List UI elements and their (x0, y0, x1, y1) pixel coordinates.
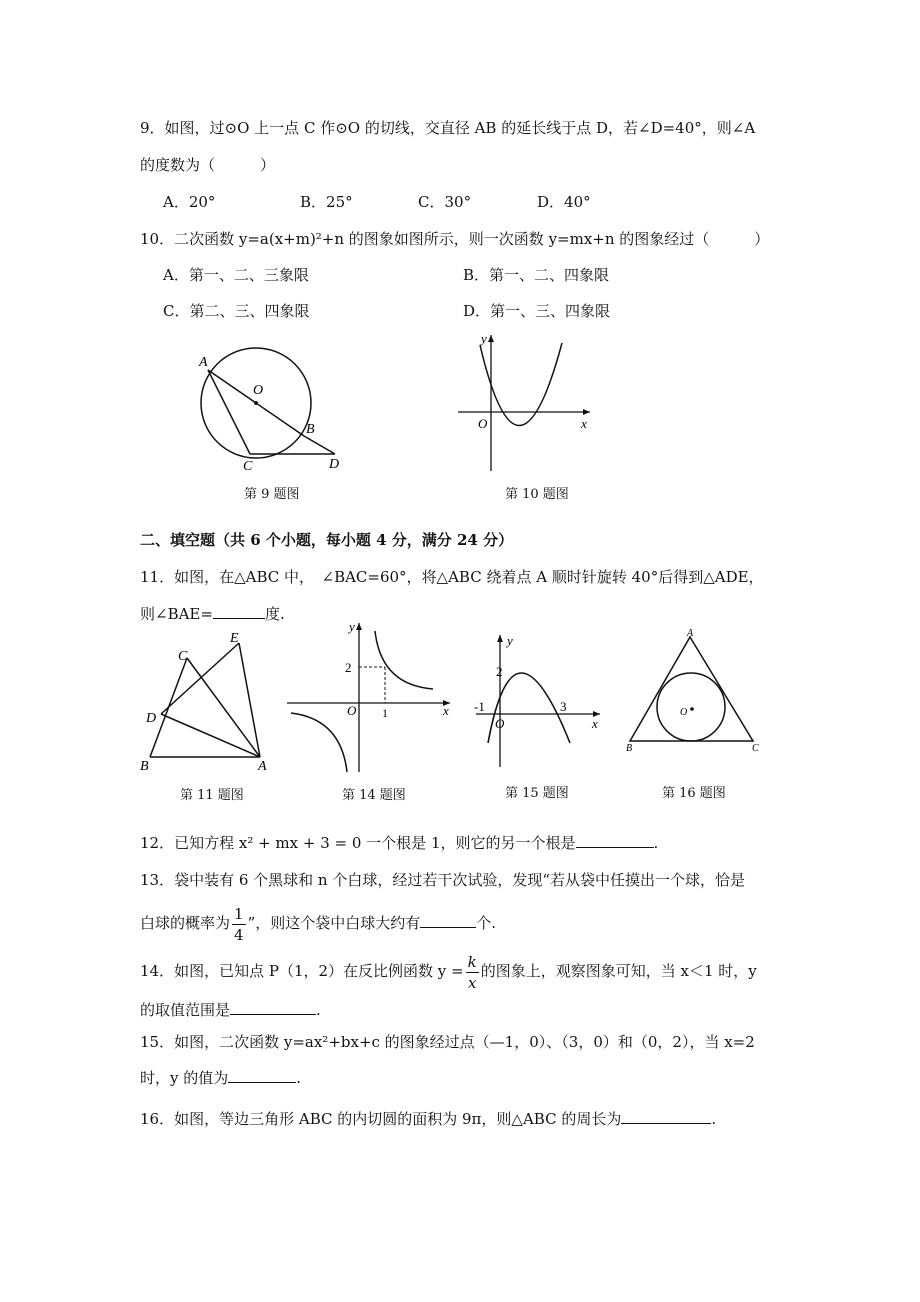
q11-line1: 11．如图，在△ABC 中， ∠BAC=60°，将△ABC 绕着点 A 顺时针旋转 40°后得到△ADE， (140, 568, 764, 586)
label-y: y (349, 619, 355, 634)
label-o: O (347, 703, 357, 718)
label-o: O (680, 707, 688, 718)
figure-9 (190, 340, 360, 475)
q9-line1: 9．如图，过⊙O 上一点 C 作⊙O 的切线，交直径 AB 的延长线于点 D，若∠D=40°，则∠A (140, 119, 756, 137)
label-d: D (329, 457, 340, 472)
label-d: D (146, 711, 157, 726)
label-x: x (592, 716, 598, 731)
extension-bd (304, 436, 335, 454)
figure-14 (285, 615, 455, 775)
q12: 12．已知方程 x² + mx + 3 = 0 一个根是 1，则它的另一个根是 . (140, 834, 659, 852)
q12-answer-blank[interactable] (576, 833, 654, 848)
section-2-title: 二、填空题（共 6 个小题，每小题 4 分，满分 24 分） (140, 531, 514, 549)
fig16-caption: 第 16 题图 (662, 786, 726, 801)
parabola (480, 343, 562, 426)
label-a: A (199, 355, 208, 370)
fraction-1-4: $\frac{1}{4}$ (234, 904, 244, 944)
incircle (657, 673, 725, 741)
label-x: x (443, 703, 449, 718)
q13-line1: 13．袋中装有 6 个黑球和 n 个白球，经过若干次试验，发现“若从袋中任摸出一个球，恰是 (140, 871, 746, 889)
q14-line1: 14．如图，已知点 P（1，2）在反比例函数 y = $\frac{k}{x}$ 的图象上，观察图象可知，当 x＜1 时，y (140, 952, 757, 992)
label-2: 2 (345, 660, 352, 675)
q9-option-d: D．40° (537, 193, 591, 211)
q10-option-d: D．第一、三、四象限 (463, 302, 611, 320)
figure-16 (620, 625, 770, 760)
figure-11 (132, 630, 277, 775)
q16: 16．如图，等边三角形 ABC 的内切圆的面积为 9π，则△ABC 的周长为 . (140, 1110, 717, 1128)
label-1: 1 (382, 706, 388, 720)
q16-answer-blank[interactable] (621, 1109, 711, 1124)
q13-answer-blank[interactable] (420, 913, 476, 928)
label-o: O (478, 416, 488, 431)
figure-10 (450, 325, 600, 475)
label-o: O (495, 716, 505, 731)
label-c: C (243, 459, 253, 474)
q10-option-b: B．第一、二、四象限 (463, 266, 610, 284)
q10-option-c: C．第二、三、四象限 (163, 302, 310, 320)
q9-line2: 的度数为（ ） (140, 156, 276, 174)
q14-line2: 的取值范围是 . (140, 1001, 321, 1019)
label-y: y (481, 331, 487, 346)
label-c: C (752, 743, 759, 754)
hyperbola-branch-1 (375, 631, 433, 689)
fig10-caption: 第 10 题图 (505, 487, 569, 502)
triangle-abc (630, 637, 753, 741)
q10-option-a: A．第一、二、三象限 (163, 266, 309, 284)
label-o: O (253, 383, 264, 398)
q11-line2: 则∠BAE= 度. (140, 605, 285, 623)
q11-answer-blank[interactable] (213, 604, 265, 619)
q9-option-b: B．25° (300, 193, 353, 211)
fig9-caption: 第 9 题图 (244, 487, 300, 502)
label-e: E (230, 631, 239, 646)
hyperbola-branch-2 (291, 713, 347, 772)
label-b: B (306, 422, 315, 437)
q10-stem: 10．二次函数 y=a(x+m)²+n 的图象如图所示，则一次函数 y=mx+n 的图象经过（ ） (140, 230, 770, 248)
q15-line2: 时，y 的值为 . (140, 1069, 302, 1087)
center-point (254, 401, 258, 405)
fig11-caption: 第 11 题图 (180, 788, 244, 803)
label-y: y (507, 633, 513, 648)
label-x: x (581, 416, 587, 431)
q9-option-a: A．20° (163, 193, 216, 211)
q15-answer-blank[interactable] (228, 1068, 296, 1083)
label-c: C (178, 649, 188, 664)
chord-ac (208, 370, 250, 454)
label-b: B (140, 759, 149, 774)
fig14-caption: 第 14 题图 (342, 788, 406, 803)
fig15-caption: 第 15 题图 (505, 786, 569, 801)
label-neg1: -1 (474, 699, 485, 714)
figure-15 (472, 625, 607, 770)
label-a: A (258, 759, 267, 774)
q9-option-c: C．30° (418, 193, 472, 211)
fraction-k-x: $\frac{k}{x}$ (467, 952, 477, 992)
label-b: B (626, 743, 633, 754)
label-2: 2 (496, 664, 503, 679)
q14-answer-blank[interactable] (230, 1000, 316, 1015)
label-3: 3 (560, 699, 567, 714)
label-a: A (687, 628, 694, 639)
q13-line2: 白球的概率为 $\frac{1}{4}$ ”，则这个袋中白球大约有 个. (140, 904, 497, 944)
q15-line1: 15．如图，二次函数 y=ax²+bx+c 的图象经过点（—1，0）、（3，0）和（0，2），当 x=2 (140, 1033, 755, 1051)
